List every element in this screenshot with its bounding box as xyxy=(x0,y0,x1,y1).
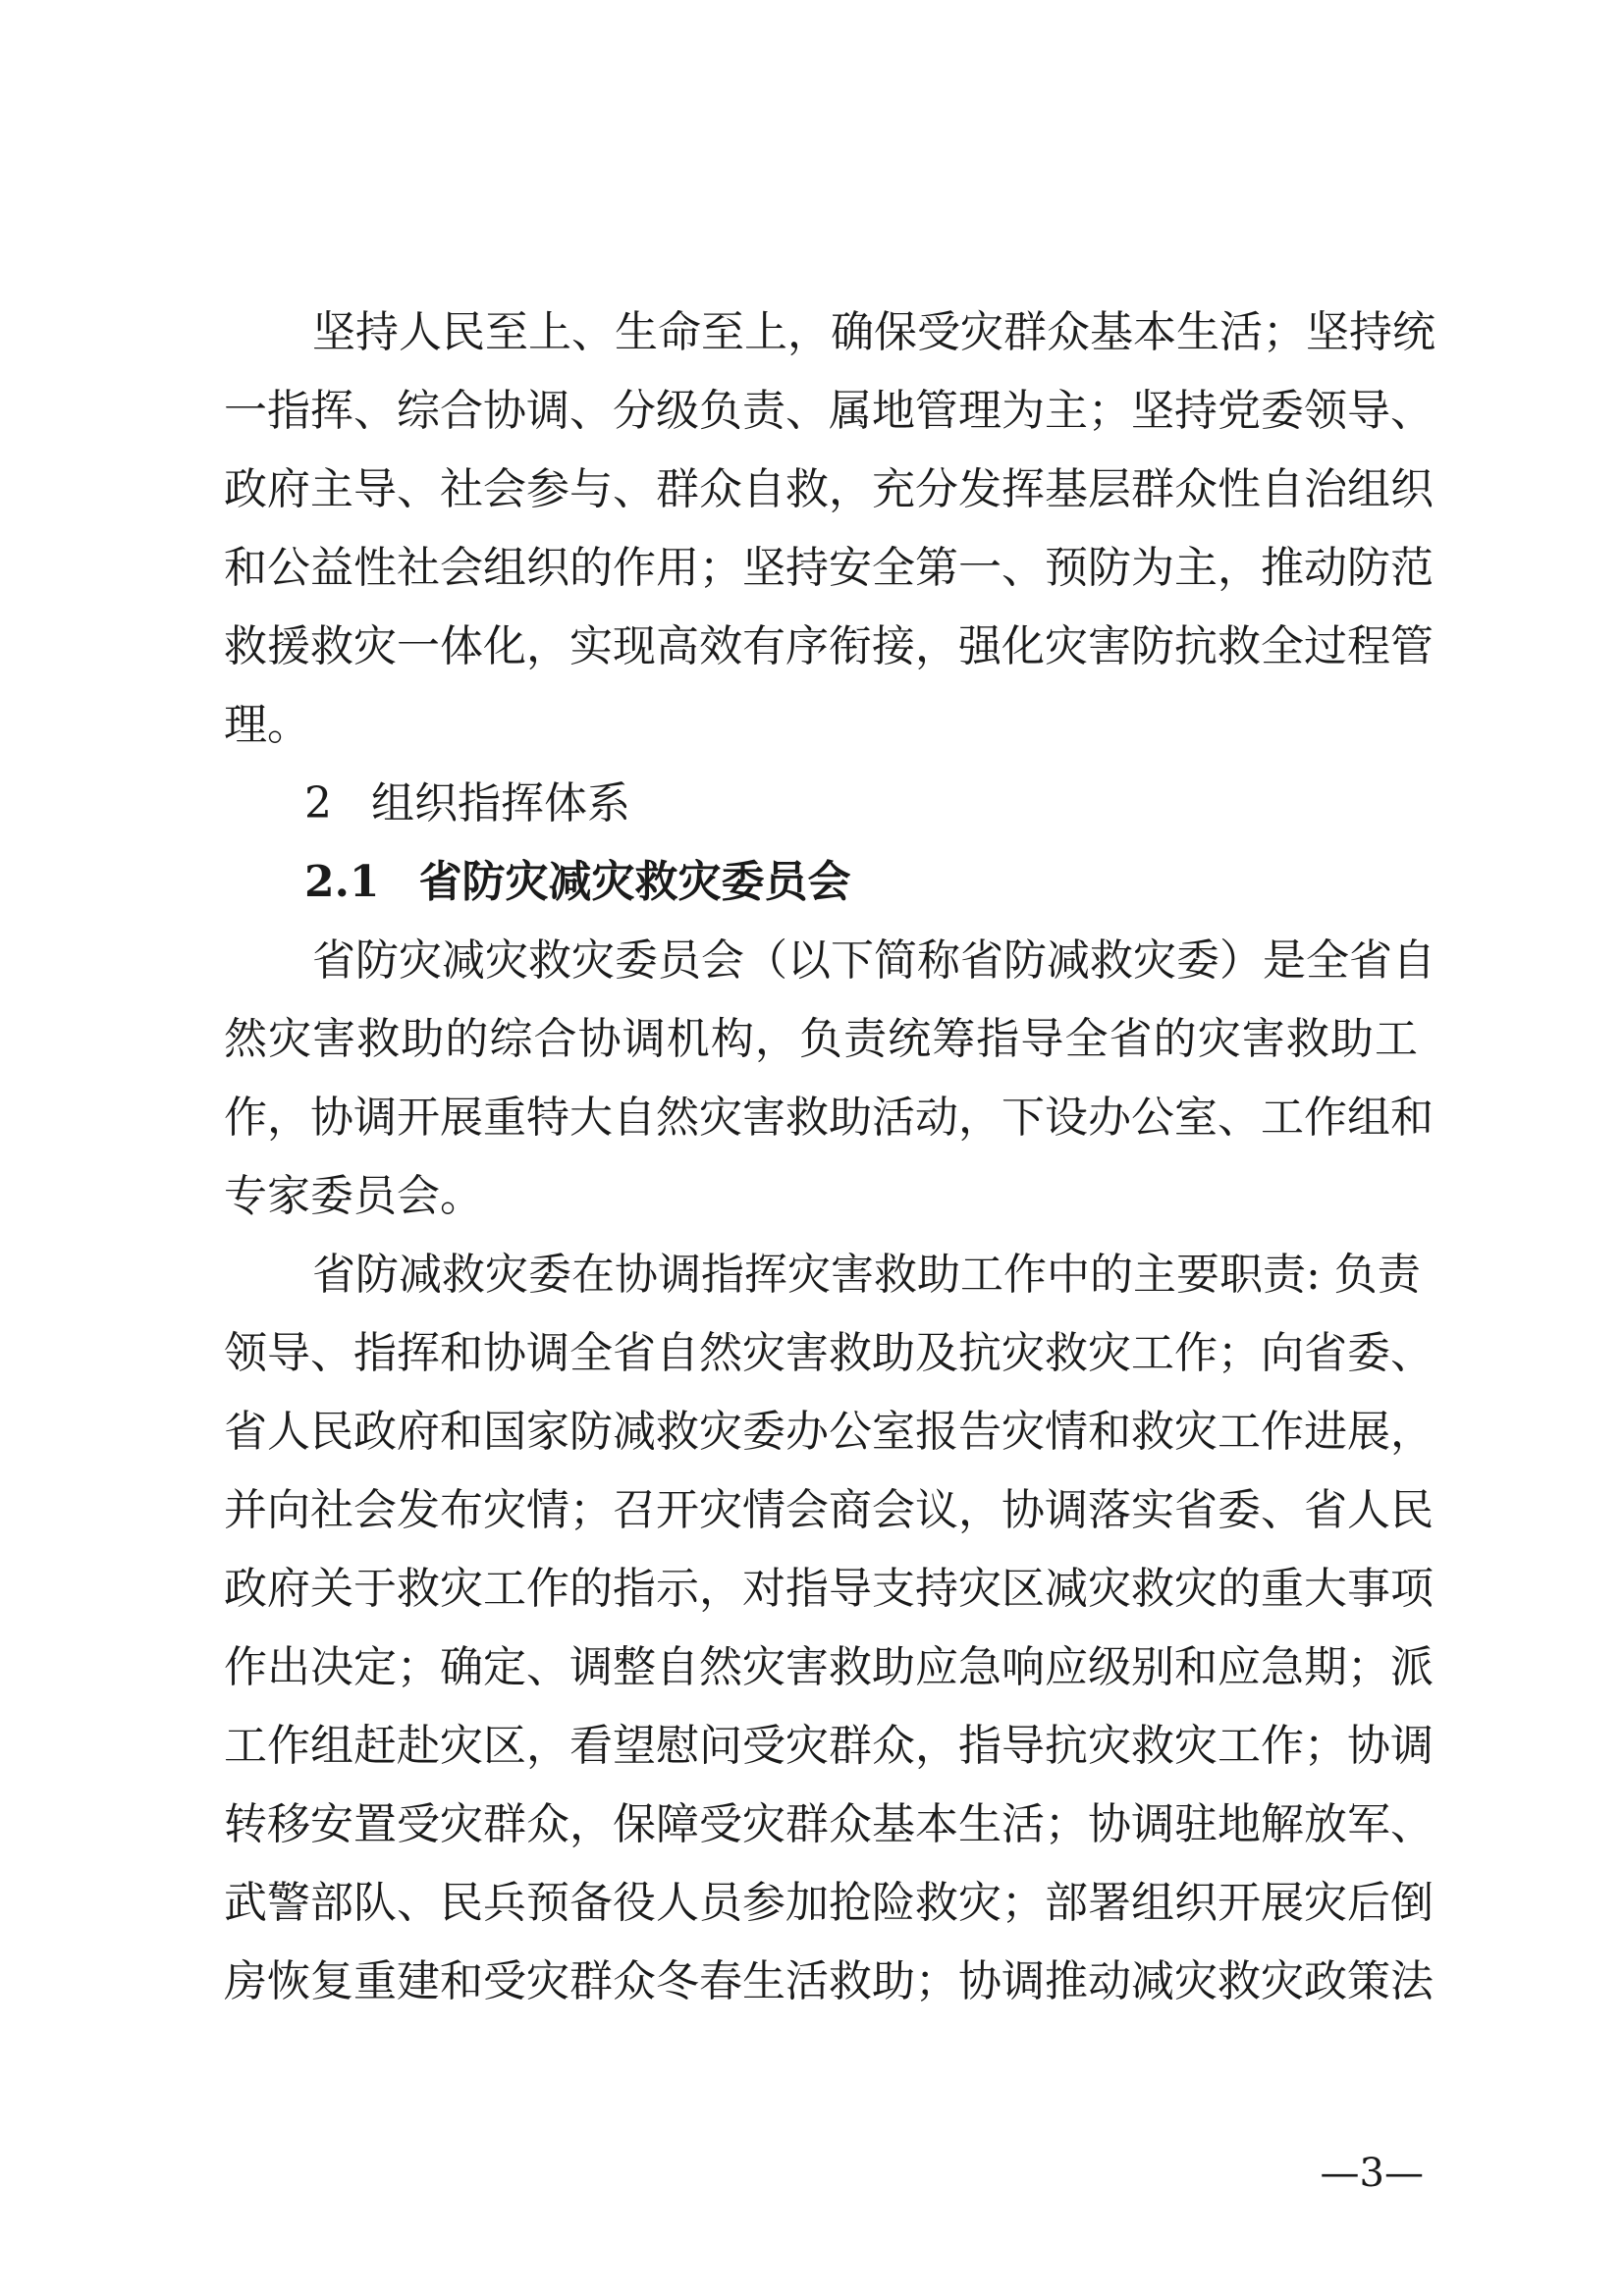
paragraph-3-line-6: 作出决定；确定、调整自然灾害救助应急响应级别和应急期；派 xyxy=(224,1642,1434,1692)
paragraph-3-line-4: 并向社会发布灾情；召开灾情会商会议，协调落实省委、省人民 xyxy=(224,1485,1434,1535)
paragraph-1-line-1: 坚持人民至上、生命至上，确保受灾群众基本生活；坚持统 xyxy=(312,307,1435,357)
paragraph-3-line-5: 政府关于救灾工作的指示，对指导支持灾区减灾救灾的重大事项 xyxy=(224,1564,1434,1614)
section-2-1-heading xyxy=(304,851,851,914)
paragraph-2-line-4: 专家委员会。 xyxy=(224,1171,483,1221)
section-2-title: 组织指挥体系 xyxy=(371,778,630,828)
paragraph-2-line-2: 然灾害救助的综合协调机构，负责统筹指导全省的灾害救助工 xyxy=(224,1014,1418,1064)
section-2-1-title: 省防灾减灾救灾委员会 xyxy=(418,857,851,907)
paragraph-3-line-3: 省人民政府和国家防减救灾委办公室报告灾情和救灾工作进展， xyxy=(224,1407,1434,1457)
paragraph-3-line-7: 工作组赶赴灾区，看望慰问受灾群众，指导抗灾救灾工作；协调 xyxy=(224,1721,1434,1771)
paragraph-3-line-9: 武警部队、民兵预备役人员参加抢险救灾；部署组织开展灾后倒 xyxy=(224,1878,1434,1928)
paragraph-3-line-8: 转移安置受灾群众，保障受灾群众基本生活；协调驻地解放军、 xyxy=(224,1799,1434,1849)
section-2-number: 2 xyxy=(304,778,332,828)
paragraph-2-line-3: 作，协调开展重特大自然灾害救助活动，下设办公室、工作组和 xyxy=(224,1093,1434,1143)
paragraph-1-line-6: 理。 xyxy=(224,700,310,750)
paragraph-3-line-1: 省防减救灾委在协调指挥灾害救助工作中的主要职责: 负责 xyxy=(312,1250,1421,1300)
page-number: —3— xyxy=(1320,2151,1424,2196)
paragraph-1-line-5: 救援救灾一体化，实现高效有序衔接，强化灾害防抗救全过程管 xyxy=(224,621,1434,671)
paragraph-1-line-4: 和公益性社会组织的作用；坚持安全第一、预防为主，推动防范 xyxy=(224,543,1434,593)
section-2-1-number: 2.1 xyxy=(304,857,380,907)
paragraph-3-line-10: 房恢复重建和受灾群众冬春生活救助；协调推动减灾救灾政策法 xyxy=(224,1956,1434,2006)
paragraph-2-line-1: 省防灾减灾救灾委员会（以下简称省防减救灾委）是全省自 xyxy=(312,935,1435,986)
paragraph-3-line-2: 领导、指挥和协调全省自然灾害救助及抗灾救灾工作；向省委、 xyxy=(224,1328,1434,1378)
section-2-heading xyxy=(304,773,630,835)
paragraph-1-line-3: 政府主导、社会参与、群众自救，充分发挥基层群众性自治组织 xyxy=(224,464,1434,514)
paragraph-1-line-2: 一指挥、综合协调、分级负责、属地管理为主；坚持党委领导、 xyxy=(224,386,1434,436)
